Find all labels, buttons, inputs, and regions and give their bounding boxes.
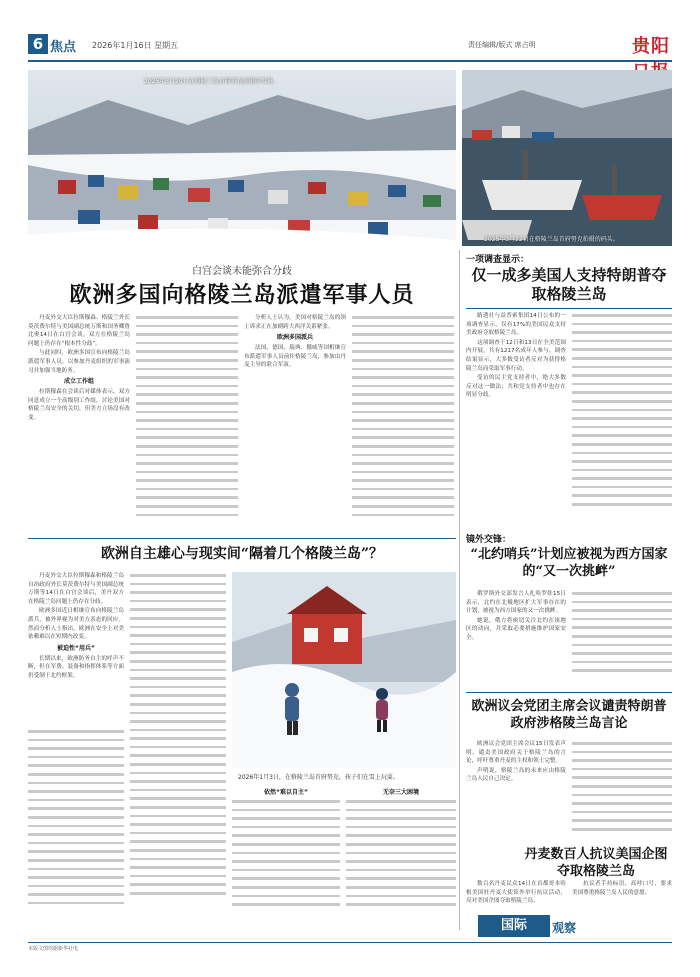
- lead-subtitle: 成立工作组: [63, 378, 94, 386]
- overseas-paragraph: 她说，俄方将密切关注北约在该地区的动向，并采取必要措施维护国家安全。: [466, 617, 566, 641]
- feature-paragraph: 欧洲多国近日相继宣布向格陵兰岛派兵，被外界视为对美方表态的回应。然而分析人士指出，欧洲在安全上对美依赖难以在短期内改变。: [28, 608, 124, 641]
- feature-subtitle: 依然“难以自主”: [264, 789, 308, 796]
- feature-column-3-text: [232, 800, 340, 912]
- feature-subtitle: 无奈三大困境: [382, 789, 419, 796]
- lead-paragraph: 与此同时，欧洲多国宣布向格陵兰岛派遣军事人员，以参加丹麦组织的军事演习并加强当地防务。: [28, 350, 130, 374]
- congress-column-2-text: [572, 742, 672, 837]
- top-photo: [28, 70, 456, 256]
- overseas-column-1: [466, 590, 566, 686]
- congress-paragraph: 欧洲议会党团主席会议15日发表声明，谴责美国政府关于格陵兰岛的言论，呼吁尊重丹麦的主权和领土完整。: [466, 741, 566, 765]
- congress-column-1: [466, 740, 566, 840]
- feature-photo: [232, 572, 456, 768]
- top-photo-caption: 2025年3月20日在格陵兰岛首府努克拍摄的雪景。: [144, 78, 279, 85]
- dateline: 2026年1月16日 星期五: [92, 41, 179, 50]
- harbor-photo-caption: 2025年3月22日在格陵兰岛首府努克拍摄的码头。: [484, 236, 619, 243]
- congress-rule: [466, 692, 672, 693]
- editor-credit: 责任编辑/版式 席占明: [468, 41, 536, 49]
- section-badge-suffix: 观察: [552, 921, 577, 935]
- protest-headline: 丹麦数百人抗议美国企图夺取格陵兰岛: [524, 847, 668, 879]
- feature-rule: [28, 538, 456, 539]
- survey-rule: [466, 308, 672, 309]
- survey-column-2-text: [572, 314, 672, 512]
- column-divider: [459, 250, 460, 930]
- lead-subtitle: 欧洲多国派兵: [276, 334, 313, 342]
- overseas-headline: “北约哨兵”计划应被视为西方国家的“又一次挑衅”: [470, 547, 668, 579]
- survey-headline: 仅一成多美国人支持特朗普夺取格陵兰岛: [471, 266, 667, 303]
- survey-paragraph: 这项调查于12日和13日在全美范围内开展，共有1217名成年人参与。调查结果显示，大多数受访者反对为获得格陵兰岛而采取军事行动。: [466, 339, 566, 372]
- overseas-paragraph: 俄罗斯外交部发言人扎哈罗娃15日表示，北约在北极地区扩大军事存在的计划，被视为西方国家的又一次挑衅。: [466, 591, 566, 615]
- overseas-label: 镜外交锋：: [466, 535, 512, 545]
- survey-column-1: [466, 312, 566, 522]
- feature-column-2-text: [130, 574, 226, 901]
- congress-headline: 欧洲议会党团主席会议谴责特朗普政府涉格陵兰岛言论: [471, 699, 667, 731]
- feature-photo-caption: 2026年1月3日，在格陵兰岛首府努克，孩子们在雪上玩耍。: [238, 774, 399, 781]
- harbor-photo: [462, 70, 672, 246]
- protest-paragraph: 数百名丹麦民众14日在首都哥本哈根美国驻丹麦大使馆外举行抗议活动，反对美国企图夺取格陵兰岛。: [466, 881, 566, 905]
- section-badge: 国际: [478, 915, 550, 937]
- lead-column-1: [28, 314, 130, 532]
- harbor-illustration: [462, 70, 672, 246]
- page-number: 6: [28, 34, 48, 54]
- feature-column-1-more: [28, 730, 124, 910]
- children-snow-illustration: [232, 572, 456, 768]
- snow-town-illustration: [28, 70, 456, 256]
- feature-paragraph: 丹麦外交大臣拉斯穆森和格陵兰岛自治政府外长莫茨费尔特与美国副总统万斯等14日在白宫会谈后，美丹双方在格陵兰岛问题上仍存在分歧。: [28, 573, 124, 605]
- feature-subtitle: 被迫性“用兵”: [57, 644, 95, 652]
- masthead: [28, 30, 672, 62]
- lead-kicker: 白宫会谈未能弥合分歧: [192, 266, 292, 277]
- feature-headline: 欧洲自主雄心与现实间“隔着几个格陵兰岛”？: [100, 546, 384, 562]
- protest-column-2: [572, 880, 672, 914]
- lead-column-4-text: [352, 316, 454, 522]
- survey-paragraph: 受访的民主党支持者中，绝大多数反对这一做法；共和党支持者中也存在明显分歧。: [466, 375, 566, 399]
- protest-paragraph: 抗议者手持标语，高呼口号，要求美国尊重格陵兰岛人民的意愿。: [572, 881, 672, 896]
- section-label: 焦点: [50, 40, 77, 55]
- survey-paragraph: 路透社与益普索集团14日公布的一项调查显示，仅有17%的美国民众支持美政府夺取格陵兰岛。: [466, 313, 566, 337]
- lead-paragraph: 拉斯穆森在会谈后对媒体表示，双方同意成立一个高级别工作组，讨论美国对格陵兰岛安全的关切，但美方立场没有改变。: [28, 389, 130, 421]
- overseas-column-2-text: [572, 592, 672, 678]
- protest-column-1: [466, 880, 566, 914]
- lead-column-2-text: [136, 316, 238, 522]
- survey-label: 一项调查显示：: [466, 255, 530, 265]
- lead-column-3: [244, 314, 346, 532]
- feature-column-4-text: [346, 800, 456, 912]
- lead-paragraph: 分析人士认为，美国对格陵兰岛的领土诉求正在加剧跨大西洋关系紧张。: [244, 315, 346, 330]
- feature-paragraph: 长期以来，欧洲防务自主的呼声不断，但在军费、装备和指挥体系等方面仍受制于北约框架。: [28, 655, 124, 679]
- newspaper-logo: 贵阳: [632, 36, 670, 57]
- lead-paragraph: 法国、德国、瑞典、挪威等国相继宣布派遣军事人员前往格陵兰岛，参加由丹麦主导的联合军演。: [244, 345, 346, 369]
- lead-paragraph: 丹麦外交大臣拉斯穆森、格陵兰外长莫茨费尔特与美国副总统万斯和国务卿鲁比奥14日在白宫会谈。双方在格陵兰岛问题上仍存在“根本性分歧”。: [28, 315, 130, 347]
- footer-credit: 本版文图均据新华社电: [28, 946, 79, 952]
- congress-paragraph: 声明说，格陵兰岛的未来应由格陵兰岛人民自己决定。: [466, 767, 566, 783]
- page-footer: [28, 942, 672, 952]
- lead-headline: 欧洲多国向格陵兰岛派遣军事人员: [69, 282, 415, 308]
